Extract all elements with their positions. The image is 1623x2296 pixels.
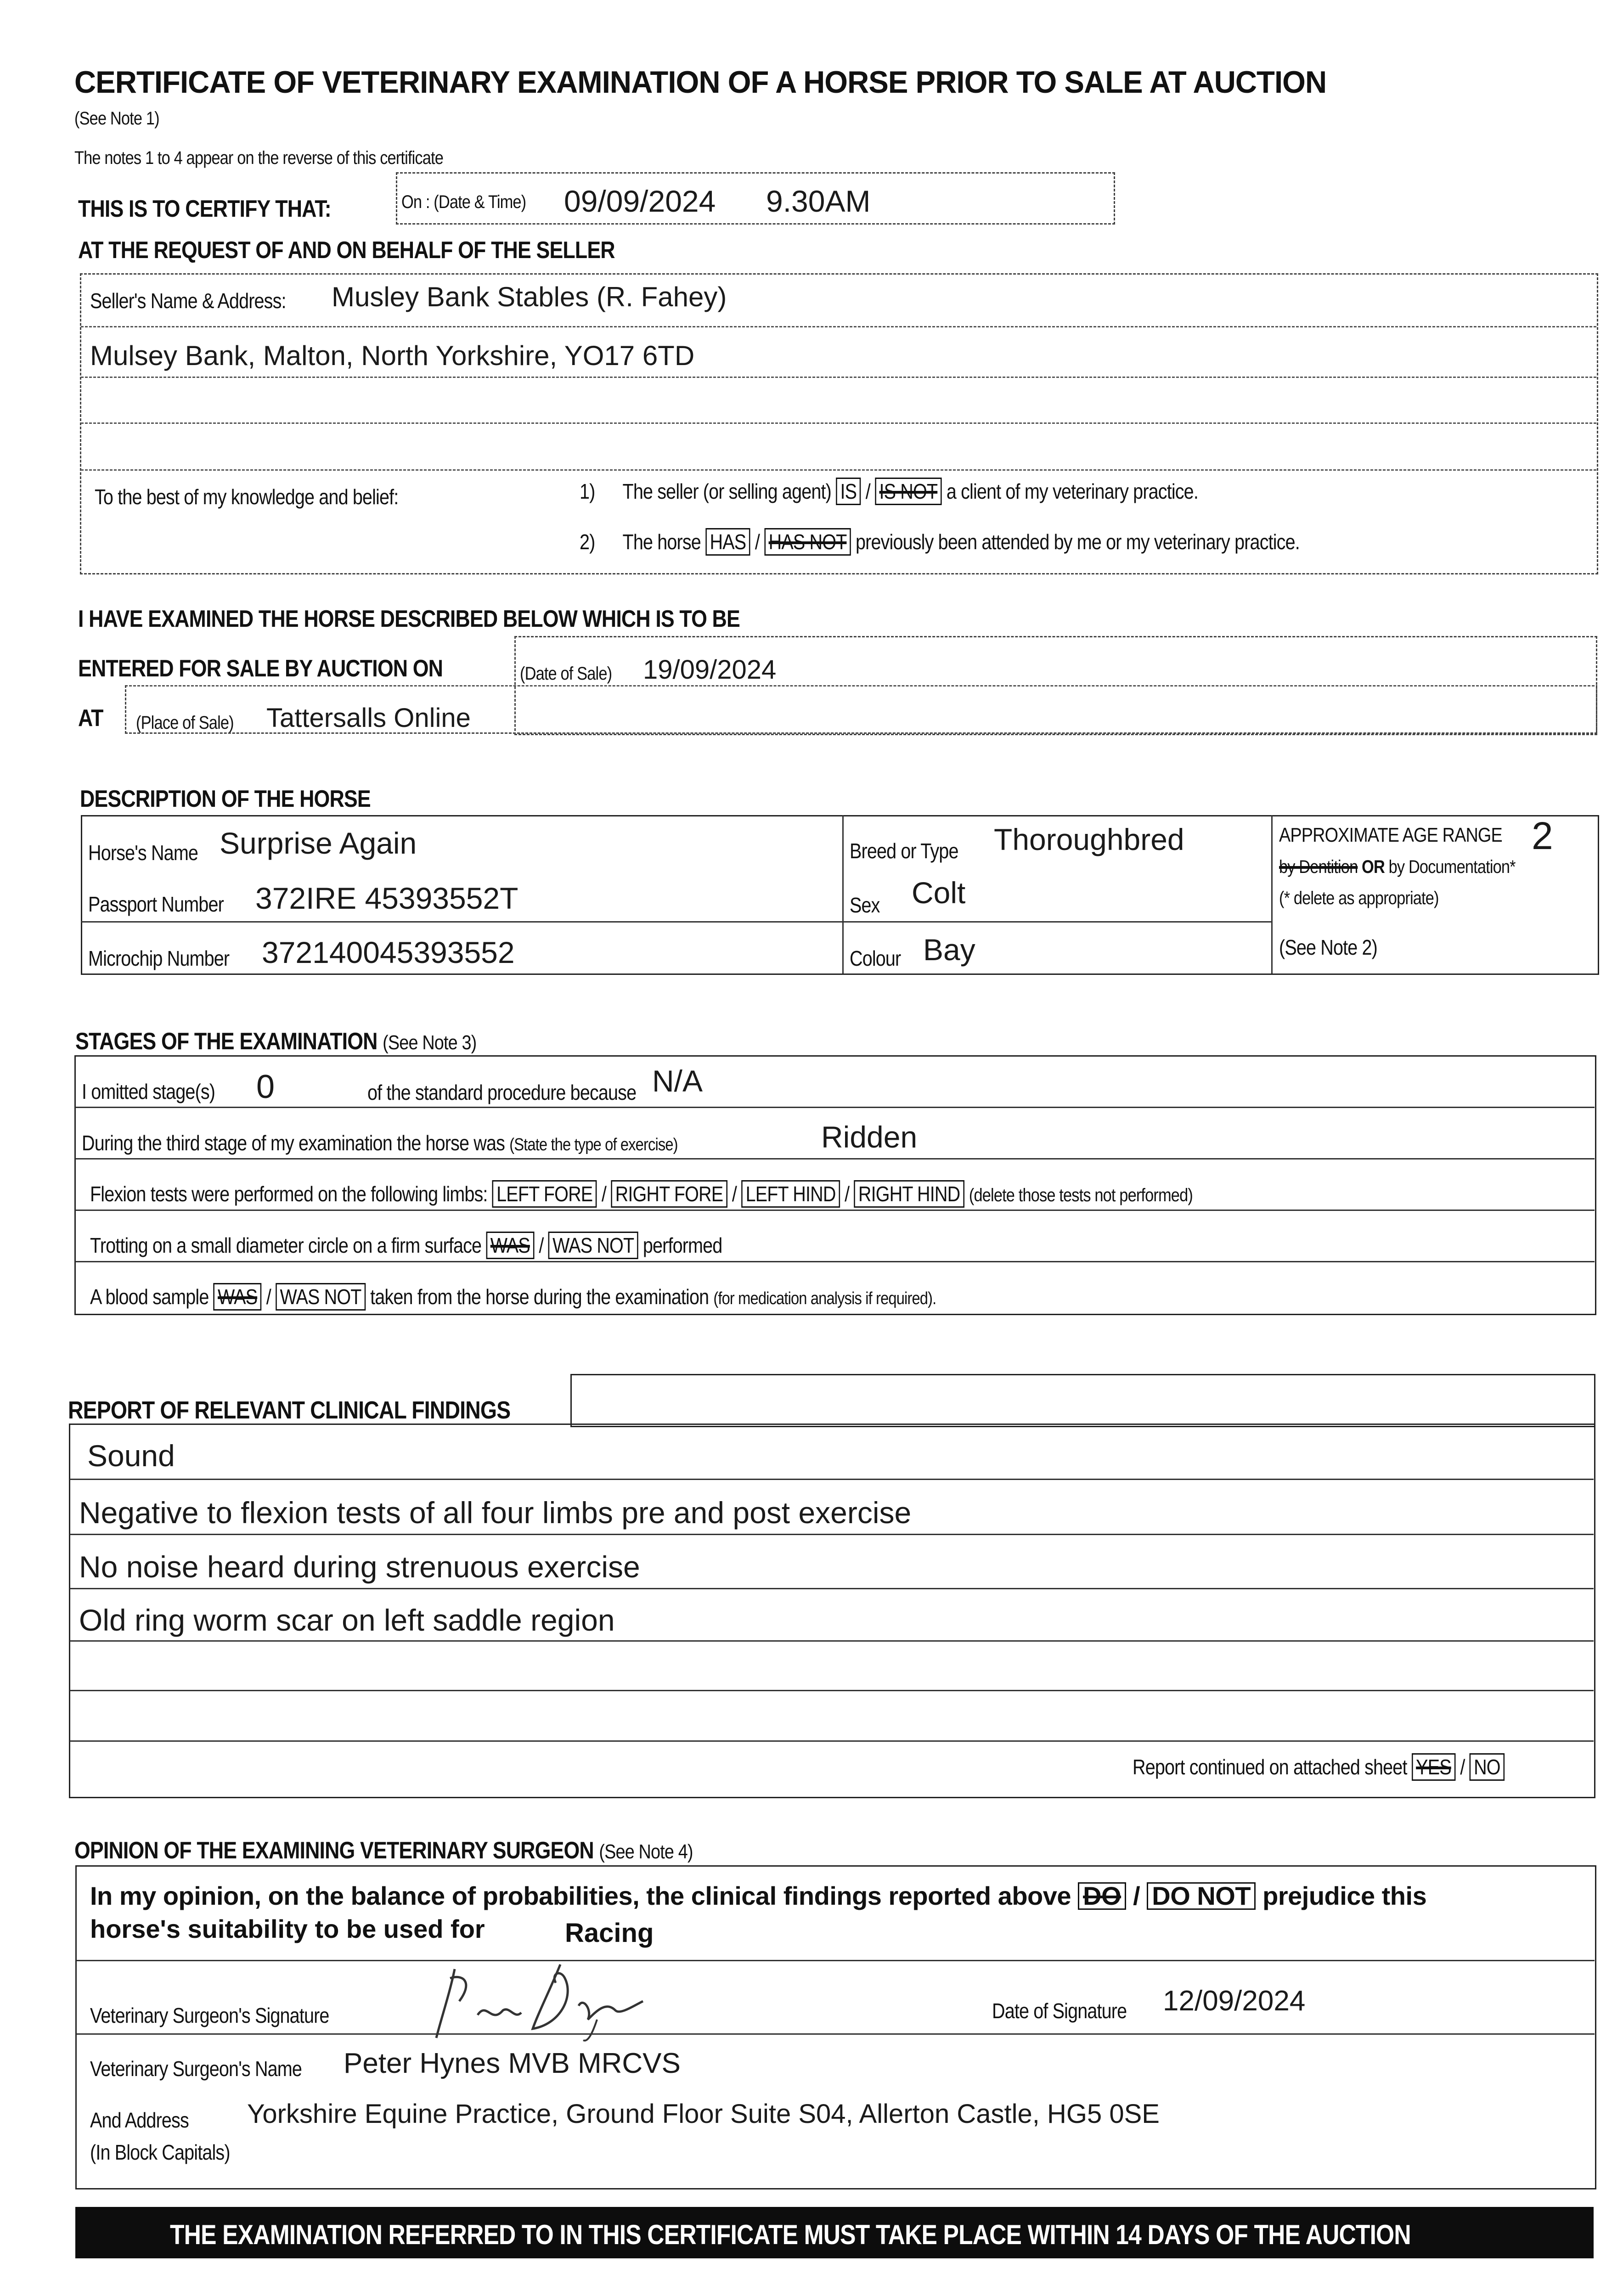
omitted-reason-label: of the standard procedure because (367, 1080, 637, 1104)
address-label: And Address (90, 2108, 189, 2132)
suitability-label: horse's suitability to be used for (90, 1914, 485, 1943)
third-stage-value: Ridden (821, 1120, 918, 1154)
trot-line: Trotting on a small diameter circle on a firm surface WAS / WAS NOT performed (90, 1232, 722, 1259)
knowledge-label: To the best of my knowledge and belief: (95, 485, 399, 509)
omitted-line: I omitted stage(s) (82, 1080, 215, 1103)
exam-date: 09/09/2024 (564, 184, 716, 218)
horse-name: Surprise Again (220, 826, 417, 860)
option-has-not: HAS NOT (764, 528, 851, 556)
certificate-title: CERTIFICATE OF VETERINARY EXAMINATION OF A HORSE PRIOR TO SALE AT AUCTION (74, 65, 1327, 100)
entered-label: ENTERED FOR SALE BY AUCTION ON (78, 655, 443, 682)
place-label: (Place of Sale) (136, 713, 234, 733)
request-label: AT THE REQUEST OF AND ON BEHALF OF THE SELLER (78, 237, 615, 264)
blood-was-struck: WAS (214, 1283, 262, 1311)
continued-no: NO (1470, 1753, 1505, 1781)
signature-label: Veterinary Surgeon's Signature (90, 2003, 329, 2027)
veterinary-signature (423, 1951, 680, 2043)
vet-address: Yorkshire Equine Practice, Ground Floor Suite S04, Allerton Castle, HG5 0SE (247, 2099, 1160, 2129)
age-value: 2 (1532, 814, 1553, 857)
opinion-title: OPINION OF THE EXAMINING VETERINARY SURGEON (See Note 4) (74, 1837, 693, 1864)
third-stage-line: During the third stage of my examination the horse was (State the type of exercise) (82, 1131, 678, 1155)
breed: Thoroughbred (994, 822, 1184, 856)
see-note-1: (See Note 1) (74, 108, 159, 129)
findings-title: REPORT OF RELEVANT CLINICAL FINDINGS (68, 1396, 511, 1424)
option-is: IS (836, 478, 861, 505)
seller-name: Musley Bank Stables (R. Fahey) (332, 281, 727, 312)
colour: Bay (923, 933, 975, 967)
horse-attended-line: 2) The horse HAS / HAS NOT previously been attended by me or my veterinary practice. (580, 528, 1300, 556)
blood-was-not: WAS NOT (276, 1283, 366, 1311)
by-dentition-struck: by Dentition (1279, 857, 1358, 877)
finding-line: Sound (87, 1439, 175, 1473)
trot-was-not: WAS NOT (548, 1232, 638, 1259)
microchip-label: Microchip Number (88, 946, 230, 970)
finding-line: No noise heard during strenuous exercise (79, 1550, 640, 1584)
sale-place: Tattersalls Online (266, 703, 471, 733)
limb-right-hind: RIGHT HIND (854, 1180, 964, 1208)
vet-name-label: Veterinary Surgeon's Name (90, 2057, 302, 2081)
option-has: HAS (705, 528, 750, 556)
seller-name-label: Seller's Name & Address: (90, 289, 286, 313)
seller-address: Mulsey Bank, Malton, North Yorkshire, YO17 6TD (90, 340, 695, 371)
exam-datetime-label: On : (Date & Time) (401, 192, 526, 212)
footer-banner-text: THE EXAMINATION REFERRED TO IN THIS CERTIFICATE MUST TAKE PLACE WITHIN 14 DAYS OF THE AUCTION (170, 2219, 1411, 2250)
see-note-2: (See Note 2) (1279, 935, 1377, 959)
certify-label: THIS IS TO CERTIFY THAT: (78, 196, 331, 222)
seller-client-line: 1) The seller (or selling agent) IS / IS NOT a client of my veterinary practice. (580, 478, 1198, 505)
passport-label: Passport Number (88, 892, 224, 916)
microchip-number: 372140045393552 (262, 935, 515, 969)
examined-label: I HAVE EXAMINED THE HORSE DESCRIBED BELOW WHICH IS TO BE (78, 606, 740, 632)
sale-date-label: (Date of Sale) (520, 664, 612, 684)
finding-line: Old ring worm scar on left saddle region (79, 1603, 615, 1637)
opinion-statement: In my opinion, on the balance of probabilities, the clinical findings reported above DO / DO NOT prejudice this (90, 1881, 1427, 1910)
sex-label: Sex (850, 893, 880, 917)
omitted-reason: N/A (652, 1064, 703, 1098)
continued-line: Report continued on attached sheet YES / NO (1133, 1753, 1505, 1781)
continued-yes-struck: YES (1412, 1753, 1456, 1781)
address-hint: (In Block Capitals) (90, 2140, 230, 2164)
delete-note: (* delete as appropriate) (1279, 888, 1439, 908)
horse-name-label: Horse's Name (88, 841, 198, 865)
option-do-struck: DO (1078, 1882, 1126, 1910)
exam-time: 9.30AM (766, 184, 871, 218)
passport-number: 372IRE 45393552T (255, 881, 518, 915)
date-of-signature-label: Date of Signature (992, 1999, 1127, 2023)
limb-left-fore: LEFT FORE (492, 1180, 597, 1208)
option-is-not: IS NOT (875, 478, 942, 505)
age-range-label: APPROXIMATE AGE RANGE (1279, 824, 1502, 846)
sex: Colt (912, 876, 966, 910)
description-title: DESCRIPTION OF THE HORSE (80, 786, 371, 812)
limb-left-hind: LEFT HIND (741, 1180, 840, 1208)
notes-line: The notes 1 to 4 appear on the reverse of this certificate (74, 148, 443, 168)
sale-date: 19/09/2024 (643, 655, 777, 685)
findings-title-cell (570, 1374, 1595, 1427)
finding-line: Negative to flexion tests of all four limbs pre and post exercise (79, 1496, 912, 1530)
date-of-signature: 12/09/2024 (1163, 1985, 1306, 2017)
omitted-value: 0 (256, 1069, 275, 1105)
limb-right-fore: RIGHT FORE (611, 1180, 727, 1208)
breed-label: Breed or Type (850, 839, 958, 863)
stages-title: STAGES OF THE EXAMINATION (See Note 3) (75, 1028, 477, 1055)
age-method: by Dentition OR by Documentation* (1279, 857, 1516, 877)
option-do-not: DO NOT (1147, 1882, 1256, 1910)
colour-label: Colour (850, 946, 901, 970)
trot-was-struck: WAS (486, 1232, 534, 1259)
blood-line: A blood sample WAS / WAS NOT taken from the horse during the examination (for medication analysis if required). (90, 1283, 936, 1311)
vet-name: Peter Hynes MVB MRCVS (344, 2048, 681, 2079)
flexion-line: Flexion tests were performed on the following limbs: LEFT FORE / RIGHT FORE / LEFT HIND / RIGHT HIND (delete those tests not performed) (90, 1180, 1193, 1208)
intended-use: Racing (565, 1918, 654, 1948)
at-label: AT (78, 705, 103, 732)
